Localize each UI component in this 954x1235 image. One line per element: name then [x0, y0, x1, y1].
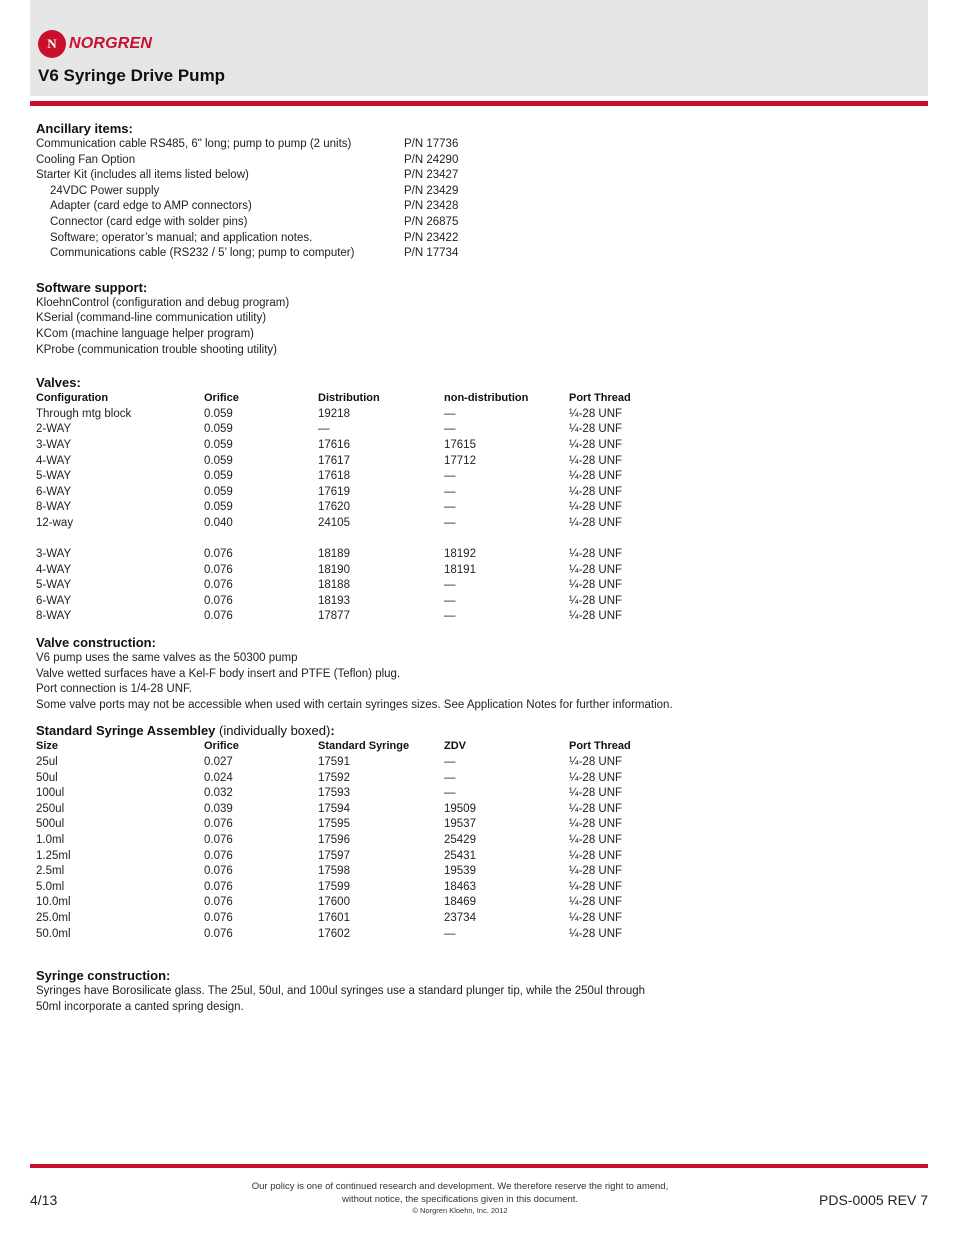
table-row [36, 500, 896, 516]
syringe-assembly-heading-bold: Standard Syringe Assembley [36, 723, 216, 739]
ancillary-item [36, 184, 896, 200]
table-cell: ¼-28 UNF [569, 865, 623, 878]
table-cell: 50.0ml [36, 927, 71, 940]
table-row [36, 895, 896, 911]
table-cell: 17597 [318, 849, 350, 862]
syringe-construction-text [36, 984, 896, 1015]
table-cell: 18190 [318, 563, 350, 576]
table-row [36, 786, 896, 802]
table-cell: 18463 [444, 880, 476, 893]
table-cell: 17619 [318, 485, 350, 498]
syringe-table [36, 739, 896, 942]
table-cell: 17617 [318, 454, 350, 467]
ancillary-item-name: Communication cable RS485, 6" long; pump to pump (2 units) [36, 138, 352, 150]
norgren-logo [38, 30, 152, 58]
table-cell: Through mtg block [36, 407, 132, 420]
table-cell: 18191 [444, 563, 476, 576]
table-cell: 1.0ml [36, 833, 65, 846]
table-row [36, 563, 896, 579]
table-cell: 17598 [318, 865, 350, 878]
table-cell: ¼-28 UNF [569, 818, 623, 831]
table-cell: ¼-28 UNF [569, 756, 623, 768]
table-cell: — [444, 579, 456, 592]
software-item: KSerial (command-line communication utility) [36, 312, 267, 325]
table-row [36, 454, 896, 470]
table-cell: 0.024 [204, 771, 233, 784]
ancillary-item [36, 153, 896, 169]
table-row [36, 927, 896, 943]
ancillary-heading: Ancillary items: [36, 121, 133, 136]
table-cell: ¼-28 UNF [569, 911, 623, 924]
table-cell: 0.076 [204, 911, 233, 924]
table-cell: 0.076 [204, 927, 233, 940]
table-cell: ¼-28 UNF [569, 501, 623, 514]
table-cell: 50ul [36, 771, 58, 784]
header-divider [30, 101, 928, 106]
table-cell: 500ul [36, 818, 65, 831]
table-cell: 0.027 [204, 756, 233, 768]
valve-construction-heading: Valve construction: [36, 635, 156, 651]
software-item: KCom (machine language helper program) [36, 327, 254, 340]
table-cell: ¼-28 UNF [569, 802, 623, 815]
column-header: Distribution [318, 392, 380, 405]
ancillary-item [36, 215, 896, 231]
table-cell: 17596 [318, 833, 350, 846]
table-row [36, 438, 896, 454]
table-cell: 25431 [444, 849, 476, 862]
table-cell: ¼-28 UNF [569, 548, 623, 561]
table-cell: 3-WAY [36, 438, 72, 451]
syringe-assembly-heading-colon: : [330, 723, 335, 739]
table-cell: 19539 [444, 865, 476, 878]
valves-heading: Valves: [36, 375, 81, 391]
table-cell: 2.5ml [36, 865, 65, 878]
valve-construction-text [36, 651, 896, 713]
table-cell: 3-WAY [36, 548, 72, 561]
table-row [36, 817, 896, 833]
table-cell: — [444, 516, 456, 529]
ancillary-item [36, 137, 896, 153]
table-cell: 17599 [318, 880, 350, 893]
table-cell: ¼-28 UNF [569, 849, 623, 862]
footer-policy [200, 1180, 720, 1216]
table-cell: 0.076 [204, 548, 233, 561]
syringe-construction-heading: Syringe construction: [36, 968, 171, 984]
ancillary-item [36, 231, 896, 247]
table-cell: 0.076 [204, 849, 233, 862]
table-cell: ¼-28 UNF [569, 516, 623, 529]
table-cell: 17618 [318, 470, 350, 483]
table-cell: 17620 [318, 501, 350, 514]
table-cell: — [444, 423, 456, 436]
table-cell: 0.039 [204, 802, 233, 815]
table-cell: ¼-28 UNF [569, 880, 623, 893]
norgren-logo-icon: N [38, 30, 66, 58]
table-cell: 0.059 [204, 407, 233, 420]
brand-name: NORGREN [69, 35, 153, 52]
table-cell: 25ul [36, 756, 58, 768]
table-row [36, 516, 896, 532]
table-cell: 17615 [444, 438, 476, 451]
ancillary-list [36, 137, 896, 262]
ancillary-item-name: Cooling Fan Option [36, 153, 136, 166]
valves-table [36, 391, 896, 625]
column-header: ZDV [444, 740, 466, 753]
table-row [36, 911, 896, 927]
table-cell: 0.059 [204, 485, 233, 498]
table-cell: 18469 [444, 896, 476, 909]
table-row [36, 880, 896, 896]
syringe-construction-line: Syringes have Borosilicate glass. The 25ul, 50ul, and 100ul syringes use a standard plunger tip, while the 250ul through [36, 985, 646, 998]
table-cell: 18188 [318, 579, 350, 592]
document-body [36, 121, 896, 1015]
table-cell: 19537 [444, 818, 476, 831]
valve-construction-line: Some valve ports may not be accessible when used with certain syringes sizes. See Application Notes for further information. [36, 698, 673, 711]
ancillary-item-name: Adapter (card edge to AMP connectors) [50, 200, 252, 213]
table-row [36, 849, 896, 865]
table-cell: — [444, 594, 456, 607]
table-row [36, 609, 896, 625]
table-row [36, 755, 896, 771]
document-id: PDS-0005 REV 7 [819, 1192, 928, 1208]
table-cell: 0.076 [204, 579, 233, 592]
table-cell: 0.076 [204, 833, 233, 846]
table-header-row [36, 391, 896, 407]
table-cell: — [444, 470, 456, 483]
table-cell: 0.059 [204, 470, 233, 483]
table-cell: 17591 [318, 756, 350, 768]
table-cell: 250ul [36, 802, 65, 815]
table-row [36, 833, 896, 849]
table-cell: ¼-28 UNF [569, 563, 623, 576]
table-cell: ¼-28 UNF [569, 833, 623, 846]
table-row [36, 802, 896, 818]
table-cell: ¼-28 UNF [569, 771, 623, 784]
table-cell: 0.076 [204, 865, 233, 878]
table-cell: — [444, 927, 456, 940]
table-cell: 17601 [318, 911, 350, 924]
table-cell: 17592 [318, 771, 350, 784]
table-cell: 0.059 [204, 501, 233, 514]
ancillary-item-part-number: P/N 26875 [404, 215, 459, 228]
table-cell: 17594 [318, 802, 350, 815]
table-cell: — [444, 787, 456, 800]
column-header: non-distribution [444, 392, 529, 405]
table-cell: 0.032 [204, 787, 233, 800]
table-cell: 19509 [444, 802, 476, 815]
ancillary-item-part-number: P/N 23422 [404, 231, 459, 244]
table-cell: 2-WAY [36, 423, 72, 436]
column-header: Orifice [204, 740, 239, 753]
ancillary-item [36, 199, 896, 215]
ancillary-item [36, 246, 896, 262]
table-row [36, 485, 896, 501]
table-cell: — [444, 756, 456, 768]
ancillary-item-part-number: P/N 23427 [404, 169, 459, 182]
software-list [36, 296, 896, 358]
table-cell: 5-WAY [36, 470, 72, 483]
table-cell: — [444, 501, 456, 514]
table-cell: ¼-28 UNF [569, 438, 623, 451]
table-cell: 24105 [318, 516, 350, 529]
column-header: Size [36, 740, 59, 753]
policy-line-2: without notice, the specifications given in this document. [341, 1194, 579, 1205]
ancillary-item-part-number: P/N 23428 [404, 200, 459, 213]
page-title: V6 Syringe Drive Pump [38, 66, 226, 85]
footer-divider [30, 1164, 928, 1168]
table-cell: ¼-28 UNF [569, 470, 623, 483]
table-cell: 0.076 [204, 818, 233, 831]
table-cell: 17877 [318, 610, 350, 623]
table-cell: 17600 [318, 896, 350, 909]
table-cell: 8-WAY [36, 610, 72, 623]
table-cell: ¼-28 UNF [569, 896, 623, 909]
copyright: © Norgren Kloehn, Inc. 2012 [412, 1206, 508, 1215]
table-cell: 12-way [36, 516, 74, 529]
table-cell: 23734 [444, 911, 476, 924]
syringe-assembly-heading [36, 723, 896, 739]
table-cell: 0.076 [204, 896, 233, 909]
table-cell: 0.059 [204, 438, 233, 451]
table-header-row [36, 739, 896, 755]
syringe-assembly-heading-note: (individually boxed) [215, 723, 331, 739]
table-cell: 25.0ml [36, 911, 71, 924]
table-cell: 8-WAY [36, 501, 72, 514]
table-cell: 4-WAY [36, 563, 72, 576]
policy-line-1: Our policy is one of continued research and development. We therefore reserve the right to amend, [251, 1181, 669, 1192]
table-cell: 17602 [318, 927, 350, 940]
table-cell: 10.0ml [36, 896, 71, 909]
table-cell: 1.25ml [36, 849, 71, 862]
table-spacer [36, 531, 896, 547]
ancillary-item-part-number: P/N 17734 [404, 247, 459, 260]
table-cell: ¼-28 UNF [569, 454, 623, 467]
table-cell: — [444, 485, 456, 498]
column-header: Orifice [204, 392, 239, 405]
table-cell: 18193 [318, 594, 350, 607]
column-header: Port Thread [569, 740, 631, 753]
table-cell: — [444, 610, 456, 623]
table-cell: ¼-28 UNF [569, 610, 623, 623]
page-number: 4/13 [30, 1192, 58, 1208]
table-row [36, 422, 896, 438]
table-cell: 18189 [318, 548, 350, 561]
ancillary-item-name: 24VDC Power supply [50, 184, 160, 197]
table-cell: ¼-28 UNF [569, 594, 623, 607]
table-cell: 25429 [444, 833, 476, 846]
table-cell: 17595 [318, 818, 350, 831]
valve-construction-line: Valve wetted surfaces have a Kel-F body insert and PTFE (Teflon) plug. [36, 667, 401, 680]
table-cell: 18192 [444, 548, 476, 561]
table-cell: 5.0ml [36, 880, 65, 893]
ancillary-item-name: Communications cable (RS232 / 5’ long; pump to computer) [50, 247, 355, 260]
ancillary-item-name: Connector (card edge with solder pins) [50, 215, 248, 228]
table-row [36, 578, 896, 594]
table-row [36, 407, 896, 423]
table-cell: 0.059 [204, 423, 233, 436]
table-cell: 0.059 [204, 454, 233, 467]
table-cell: 6-WAY [36, 485, 72, 498]
ancillary-item-name: Starter Kit (includes all items listed below) [36, 169, 249, 182]
ancillary-item-part-number: P/N 24290 [404, 153, 459, 166]
valve-construction-line: V6 pump uses the same valves as the 50300 pump [36, 652, 298, 665]
table-cell: 19218 [318, 407, 350, 420]
table-cell: 17616 [318, 438, 350, 451]
column-header: Port Thread [569, 392, 631, 405]
column-header: Standard Syringe [318, 740, 410, 753]
valve-construction-line: Port connection is 1/4-28 UNF. [36, 683, 192, 696]
table-cell: 0.076 [204, 880, 233, 893]
ancillary-item [36, 168, 896, 184]
software-item: KProbe (communication trouble shooting utility) [36, 343, 277, 356]
table-row [36, 864, 896, 880]
table-cell: ¼-28 UNF [569, 927, 623, 940]
table-cell: 0.076 [204, 610, 233, 623]
software-item: KloehnControl (configuration and debug program) [36, 296, 290, 309]
ancillary-item-part-number: P/N 23429 [404, 184, 459, 197]
table-cell: — [444, 407, 456, 420]
column-header: Configuration [36, 392, 109, 405]
ancillary-item-name: Software; operator’s manual; and application notes. [50, 231, 313, 244]
table-row [36, 771, 896, 787]
table-cell: ¼-28 UNF [569, 423, 623, 436]
table-cell: ¼-28 UNF [569, 579, 623, 592]
syringe-construction-line: 50ml incorporate a canted spring design. [36, 1000, 244, 1013]
table-cell: 0.040 [204, 516, 233, 529]
table-cell: 0.076 [204, 594, 233, 607]
table-cell: 4-WAY [36, 454, 72, 467]
table-cell: 0.076 [204, 563, 233, 576]
table-cell: 17712 [444, 454, 476, 467]
table-cell: ¼-28 UNF [569, 485, 623, 498]
table-cell: ¼-28 UNF [569, 787, 623, 800]
table-cell: — [318, 423, 330, 436]
table-cell: 6-WAY [36, 594, 72, 607]
table-row [36, 547, 896, 563]
table-cell: — [444, 771, 456, 784]
table-cell: ¼-28 UNF [569, 407, 623, 420]
table-cell: 100ul [36, 787, 65, 800]
table-row [36, 594, 896, 610]
table-cell: 5-WAY [36, 579, 72, 592]
software-heading: Software support: [36, 279, 148, 295]
table-cell: 17593 [318, 787, 350, 800]
table-row [36, 469, 896, 485]
ancillary-item-part-number: P/N 17736 [404, 138, 459, 150]
